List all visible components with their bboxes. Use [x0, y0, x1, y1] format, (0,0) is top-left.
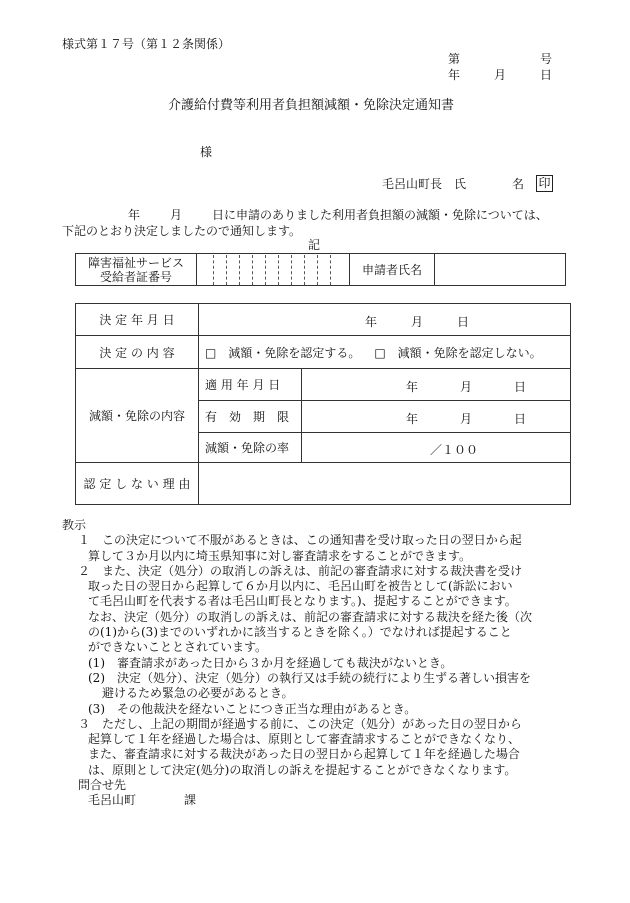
decision-date-month: 月: [411, 315, 424, 329]
note-line: 取った日の翌日から起算して６か月以内に、毛呂山町を被告として(訴訟におい: [88, 579, 513, 594]
note-line: 起算して１年を経過した場合は、原則として審査請求することができなくなり、: [88, 732, 521, 747]
issuer-label: 毛呂山町長 氏: [382, 177, 467, 191]
doc-date-month: 月: [494, 68, 507, 82]
note-line: １ この決定について不服があるときは、この通知書を受け取った日の翌日から起: [78, 533, 522, 548]
body-month: 月: [170, 208, 183, 222]
reject-reason-value[interactable]: [199, 463, 571, 505]
decision-date-day: 日: [457, 315, 470, 329]
doc-number-prefix: 第: [448, 52, 461, 66]
apply-date-month: 月: [460, 380, 473, 394]
decision-date-year: 年: [365, 315, 378, 329]
doc-date-day: 日: [540, 68, 553, 82]
rate-label: 減額・免除の率: [199, 433, 302, 463]
note-line: て毛呂山町を代表する者は毛呂山町長となります。)、提起することができます。: [88, 594, 517, 609]
validity-month: 月: [460, 412, 473, 426]
decision-content-value: [199, 336, 571, 369]
reduction-content-label: 減額・免除の内容: [76, 369, 199, 463]
validity-day: 日: [514, 412, 527, 426]
decision-date-label: 決 定 年 月 日: [76, 304, 199, 336]
rate-value[interactable]: [302, 433, 571, 463]
decision-table: [75, 303, 571, 505]
note-line: なお、決定（処分）の取消しの訴えは、前記の審査請求に対する裁決を経た後（次: [88, 609, 533, 624]
seal-box: 印: [536, 175, 553, 192]
validity-year: 年: [406, 412, 419, 426]
note-line: (1) 審査請求があった日から３か月を経過しても裁決がないとき。: [88, 655, 453, 670]
note-line: (3) その他裁決を経ないことにつき正当な理由があるとき。: [88, 701, 417, 716]
doc-date-year: 年: [448, 68, 461, 82]
cert-number-label-cell: [76, 254, 197, 286]
apply-date-year: 年: [406, 380, 419, 394]
apply-date-value[interactable]: [302, 369, 571, 401]
contact-department: 毛呂山町 課: [88, 793, 197, 808]
cert-number-input[interactable]: [197, 254, 350, 286]
instruction-notes: [62, 518, 582, 809]
note-line: ２ また、決定（処分）の取消しの訴えは、前記の審査請求に対する裁決書を受け: [78, 563, 523, 578]
note-line: ができないこととされています。: [88, 640, 268, 655]
recipient-table: [75, 253, 566, 286]
body-line1: 日に申請のありました利用者負担額の減額・免除については、: [212, 208, 548, 222]
apply-date-day: 日: [514, 380, 527, 394]
note-line: の(1)から(3)までのいずれかに該当するときを除く。）でなければ提起すること: [88, 625, 512, 640]
note-line: 避けるため緊急の必要があるとき。: [102, 686, 294, 701]
note-line: (2) 決定（処分）、決定（処分）の執行又は手続の続行により生ずる著しい損害を: [88, 670, 532, 685]
addressee-suffix: 様: [200, 145, 213, 159]
notes-heading: 教示: [62, 518, 87, 532]
approve-option[interactable]: □ 減額・免除を認定する。: [205, 345, 361, 360]
rate-denominator: ／１００: [430, 443, 479, 457]
note-line: ３ ただし、上記の期間が経過する前に、この決定（処分）があった日の翌日から: [78, 716, 522, 731]
applicant-name-label: 申請者氏名: [350, 254, 435, 286]
ki-label: 記: [308, 238, 321, 252]
decision-date-value[interactable]: [199, 304, 571, 336]
doc-number-suffix: 号: [540, 52, 553, 66]
form-number: 様式第１７号（第１２条関係）: [62, 37, 231, 51]
reject-option[interactable]: □ 減額・免除を認定しない。: [374, 345, 542, 360]
apply-date-label: 適 用 年 月 日: [199, 369, 302, 401]
validity-value[interactable]: [302, 401, 571, 433]
validity-label: 有 効 期 限: [199, 401, 302, 433]
applicant-name-input[interactable]: [435, 254, 566, 286]
body-line2: 下記のとおり決定しましたので通知します。: [62, 224, 302, 238]
note-line: また、審査請求に対する裁決があった日の翌日から起算して１年を経過した場合: [88, 747, 520, 762]
cert-label-line1: 障害福祉サービス: [87, 255, 184, 270]
document-title: 介護給付費等利用者負担額減額・免除決定通知書: [168, 98, 455, 113]
reject-reason-label: 認 定 し な い 理 由: [76, 463, 199, 505]
decision-content-label: 決 定 の 内 容: [76, 336, 199, 369]
note-line: は、原則として決定(処分)の取消しの訴えを提起することができなくなります。: [88, 762, 517, 777]
note-line: 算して３か月以内に埼玉県知事に対し審査請求をすることができます。: [88, 548, 472, 563]
cert-label-line2: 受給者証番号: [99, 269, 172, 284]
issuer-name-label: 名: [512, 177, 525, 191]
contact-heading: 問合せ先: [78, 778, 127, 793]
body-year: 年: [128, 208, 141, 222]
